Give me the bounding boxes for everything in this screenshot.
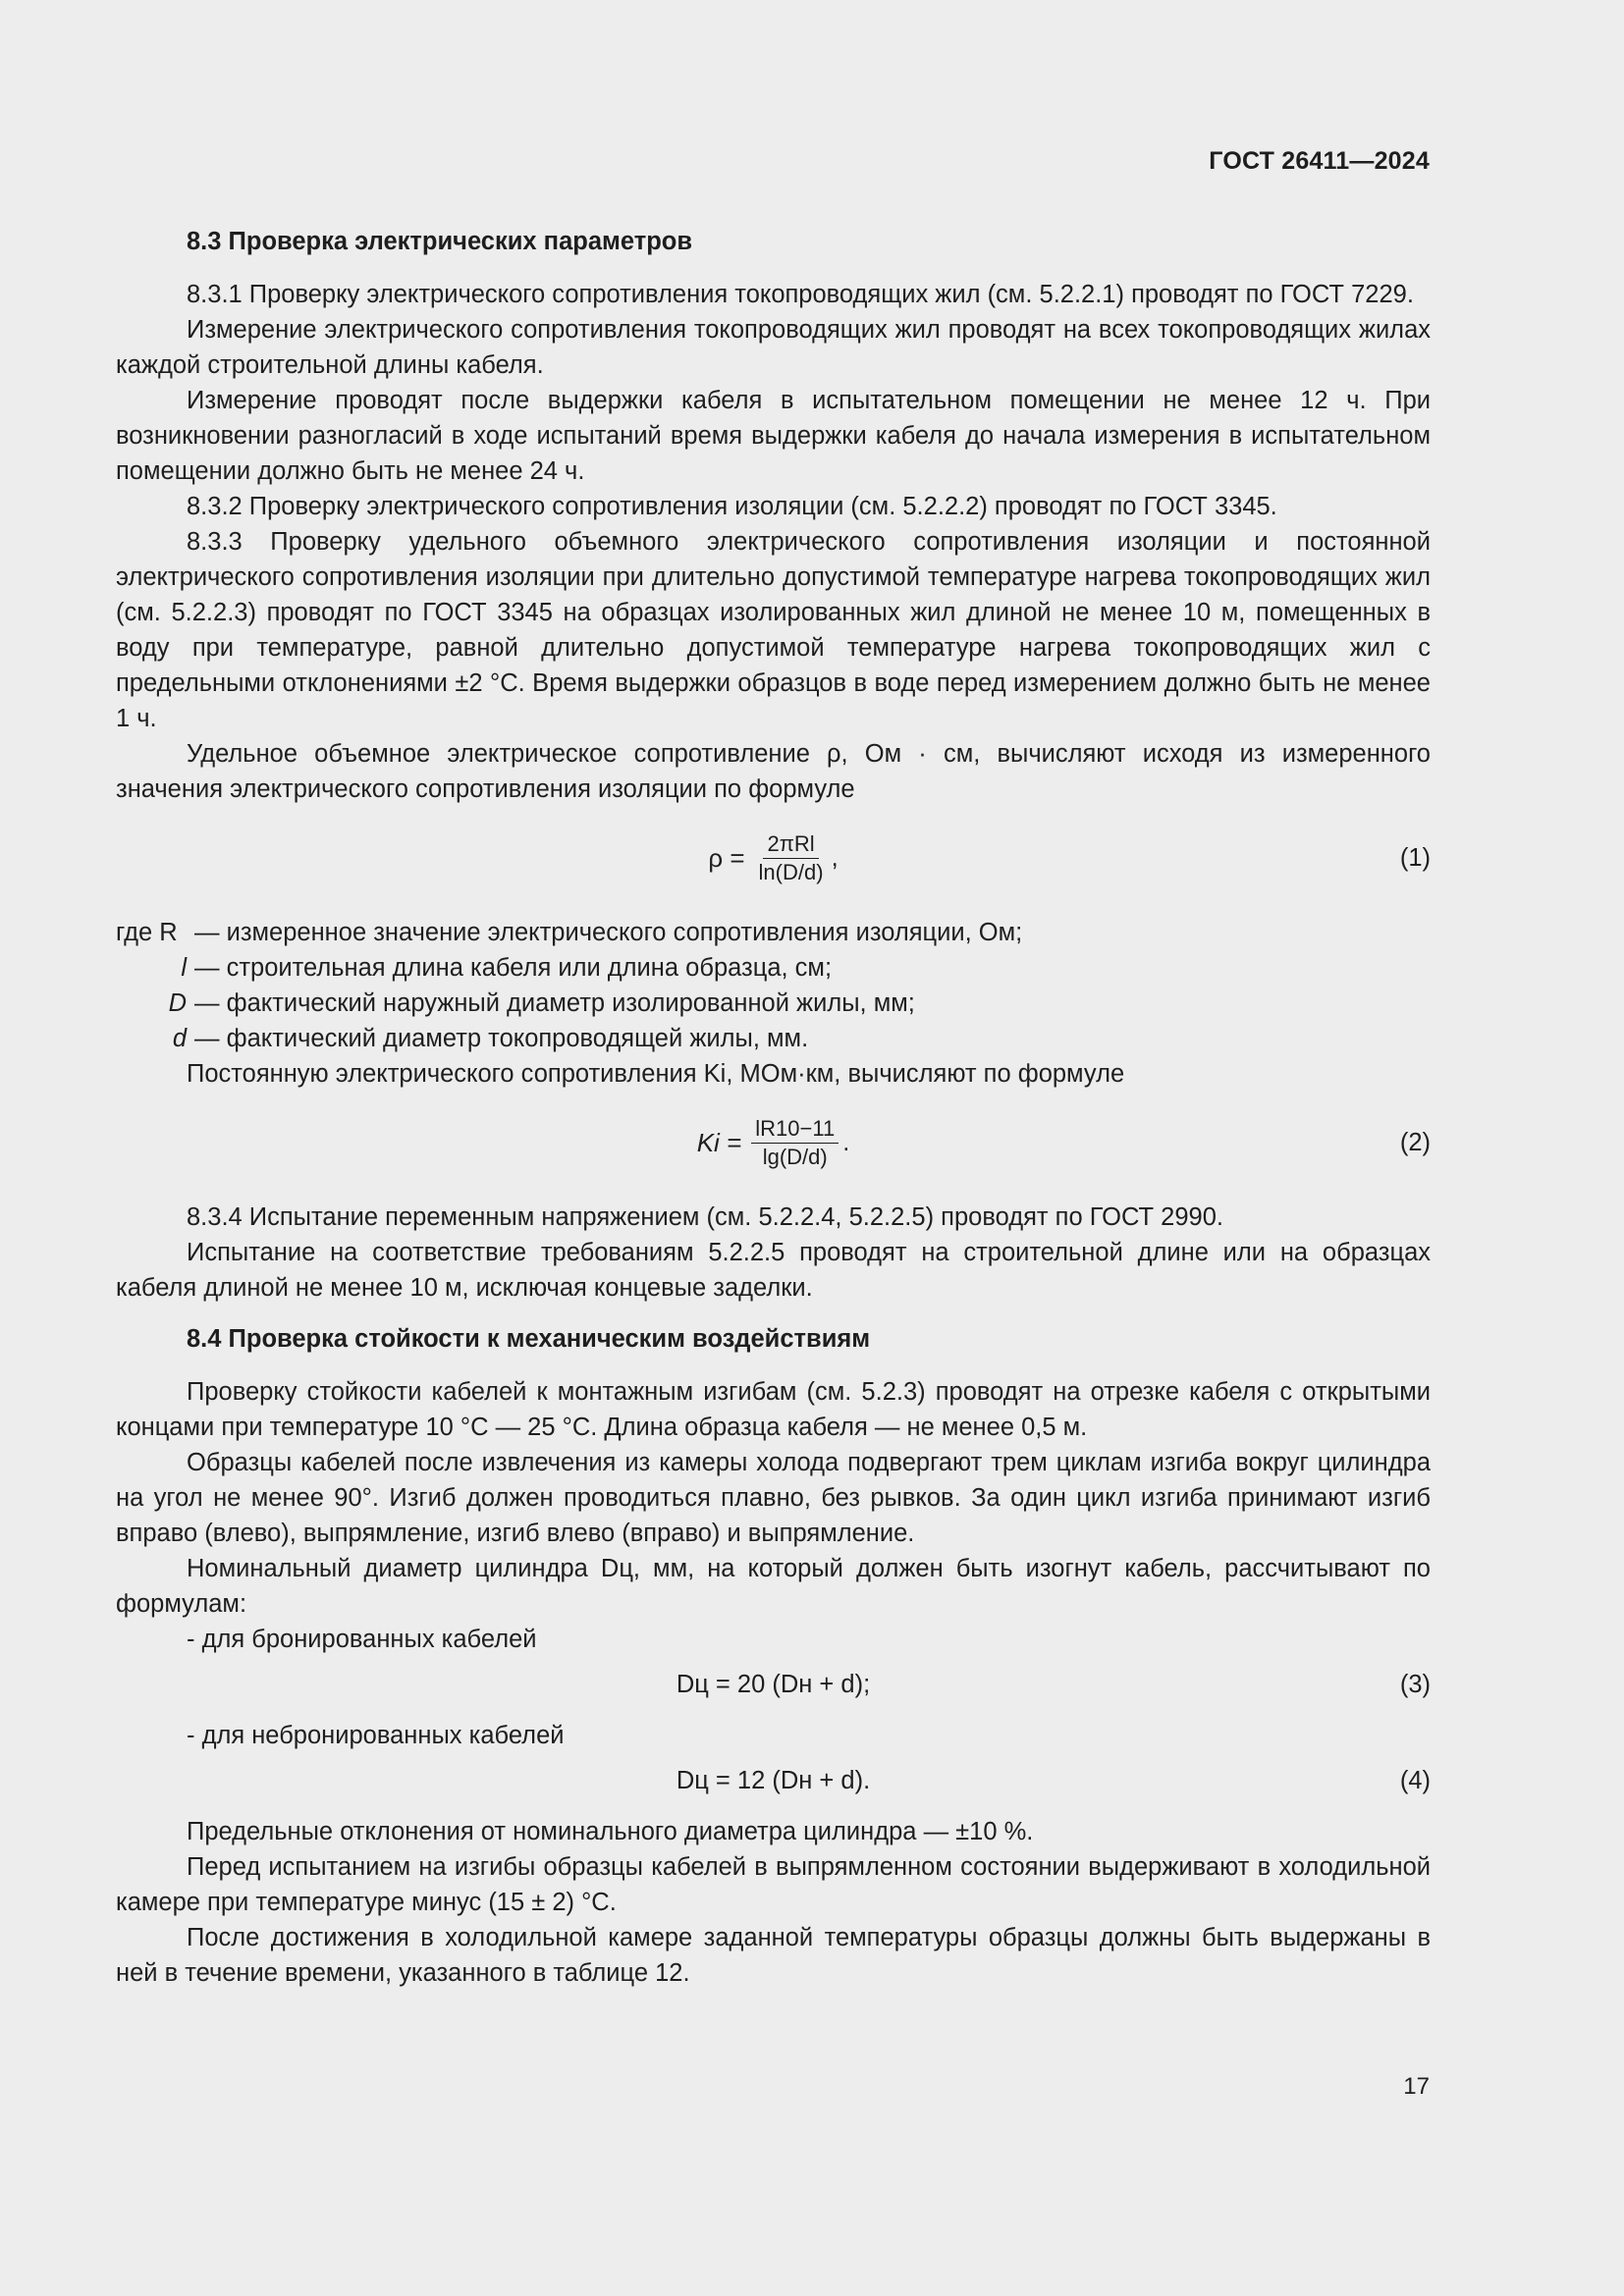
formula-2-tail: . — [842, 1129, 850, 1156]
where-row — [116, 915, 1431, 950]
where-text: — фактический диаметр токопроводящей жилы, мм. — [194, 1025, 809, 1052]
paragraph: Удельное объемное электрическое сопротивление ρ, Ом · см, вычисляют исходя из измеренного значения электрического сопротивления изоляции по формуле — [116, 740, 1431, 803]
formula-4-number: (4) — [1399, 1767, 1431, 1794]
paragraph: Предельные отклонения от номинального диаметра цилиндра — ±10 %. — [187, 1818, 1034, 1845]
paragraph: Проверку стойкости кабелей к монтажным изгибам (см. 5.2.3) проводят на отрезке кабеля с открытыми концами при температуре 10 °С — 25 °С. Длина образца кабеля — не менее 0,5 м. — [116, 1378, 1431, 1441]
formula-1-denominator: ln(D/d) — [758, 859, 824, 884]
formula-4-expression: Dц = 12 (Dн + d). — [676, 1767, 871, 1794]
where-text: — измеренное значение электрического сопротивления изоляции, Ом; — [194, 919, 1023, 946]
formula-2-lhs: Ki = — [696, 1128, 742, 1157]
formula-4 — [116, 1759, 1431, 1802]
formula-3-expression: Dц = 20 (Dн + d); — [676, 1671, 871, 1698]
paragraph: Испытание на соответствие требованиям 5.2.2.5 проводят на строительной длине или на образцах кабеля длиной не менее 10 м, исключая концевые заделки. — [116, 1239, 1431, 1302]
list-item: - для бронированных кабелей — [187, 1626, 537, 1653]
paragraph: Номинальный диаметр цилиндра Dц, мм, на который должен быть изогнут кабель, рассчитывают по формулам: — [116, 1555, 1431, 1618]
section-8-4-title: 8.4 Проверка стойкости к механическим воздействиям — [187, 1325, 871, 1353]
formula-3 — [116, 1663, 1431, 1706]
list-item: - для небронированных кабелей — [187, 1722, 565, 1749]
formula-1-numerator: 2πRl — [763, 830, 818, 859]
formula-2-number: (2) — [1399, 1129, 1431, 1156]
paragraph: 8.3.2 Проверку электрического сопротивления изоляции (см. 5.2.2.2) проводят по ГОСТ 3345. — [187, 493, 1277, 520]
formula-2-numerator: lR10−11 — [751, 1115, 839, 1144]
where-row — [116, 950, 1431, 986]
formula-3-number: (3) — [1399, 1671, 1431, 1698]
page-number: 17 — [1403, 2073, 1430, 2100]
paragraph: Образцы кабелей после извлечения из камеры холода подвергают трем циклам изгиба вокруг цилиндра на угол не менее 90°. Изгиб должен проводиться плавно, без рывков. За один цикл изгиба принимают изгиб вправо (влево), выпрямление, изгиб влево (вправо) и выпрямление. — [116, 1449, 1431, 1547]
where-symbol: l — [181, 954, 187, 982]
where-list — [116, 915, 1431, 1056]
document-code: ГОСТ 26411—2024 — [1209, 147, 1430, 175]
formula-1 — [116, 823, 1431, 893]
paragraph: 8.3.4 Испытание переменным напряжением (см. 5.2.2.4, 5.2.2.5) проводят по ГОСТ 2990. — [187, 1203, 1223, 1231]
where-symbol: где R — [116, 919, 178, 946]
where-symbol: d — [172, 1025, 187, 1052]
paragraph: После достижения в холодильной камере заданной температуры образцы должны быть выдержаны в ней в течение времени, указанного в таблице 12. — [116, 1924, 1431, 1987]
where-text: — фактический наружный диаметр изолированной жилы, мм; — [194, 989, 915, 1017]
formula-2-denominator: lg(D/d) — [762, 1144, 828, 1169]
paragraph: Измерение электрического сопротивления токопроводящих жил проводят на всех токопроводящих жилах каждой строительной длины кабеля. — [116, 316, 1431, 379]
where-row — [116, 1021, 1431, 1056]
formula-1-tail: , — [831, 844, 839, 872]
paragraph: Постоянную электрического сопротивления Ki, МОм·км, вычисляют по формуле — [187, 1060, 1125, 1088]
formula-2 — [116, 1107, 1431, 1178]
where-row — [116, 986, 1431, 1021]
where-symbol: D — [168, 989, 187, 1017]
paragraph: 8.3.3 Проверку удельного объемного электрического сопротивления изоляции и постоянной электрического сопротивления изоляции при длительно допустимой температуре нагрева токопроводящих жил (см. 5.2.2.3) проводят по ГОСТ 3345 на образцах изолированных жил длиной не менее 10 м, помещенных в воду при температуре, равной длительно допустимой температуре нагрева токопроводящих жил с предельными отклонениями ±2 °С. Время выдержки образцов в воде перед измерением должно быть не менее 1 ч. — [116, 528, 1431, 732]
paragraph: Перед испытанием на изгибы образцы кабелей в выпрямленном состоянии выдерживают в холодильной камере при температуре минус (15 ± 2) °С. — [116, 1853, 1431, 1916]
formula-1-lhs: ρ = — [708, 843, 745, 873]
page-body — [116, 220, 1431, 1991]
where-text: — строительная длина кабеля или длина образца, см; — [194, 954, 833, 982]
formula-1-number: (1) — [1399, 844, 1431, 872]
section-8-3-title: 8.3 Проверка электрических параметров — [187, 228, 693, 255]
paragraph: Измерение проводят после выдержки кабеля в испытательном помещении не менее 12 ч. При возникновении разногласий в ходе испытаний время выдержки кабеля до начала измерения в испытательном помещении должно быть не менее 24 ч. — [116, 387, 1431, 485]
paragraph: 8.3.1 Проверку электрического сопротивления токопроводящих жил (см. 5.2.2.1) проводят по ГОСТ 7229. — [187, 281, 1414, 308]
